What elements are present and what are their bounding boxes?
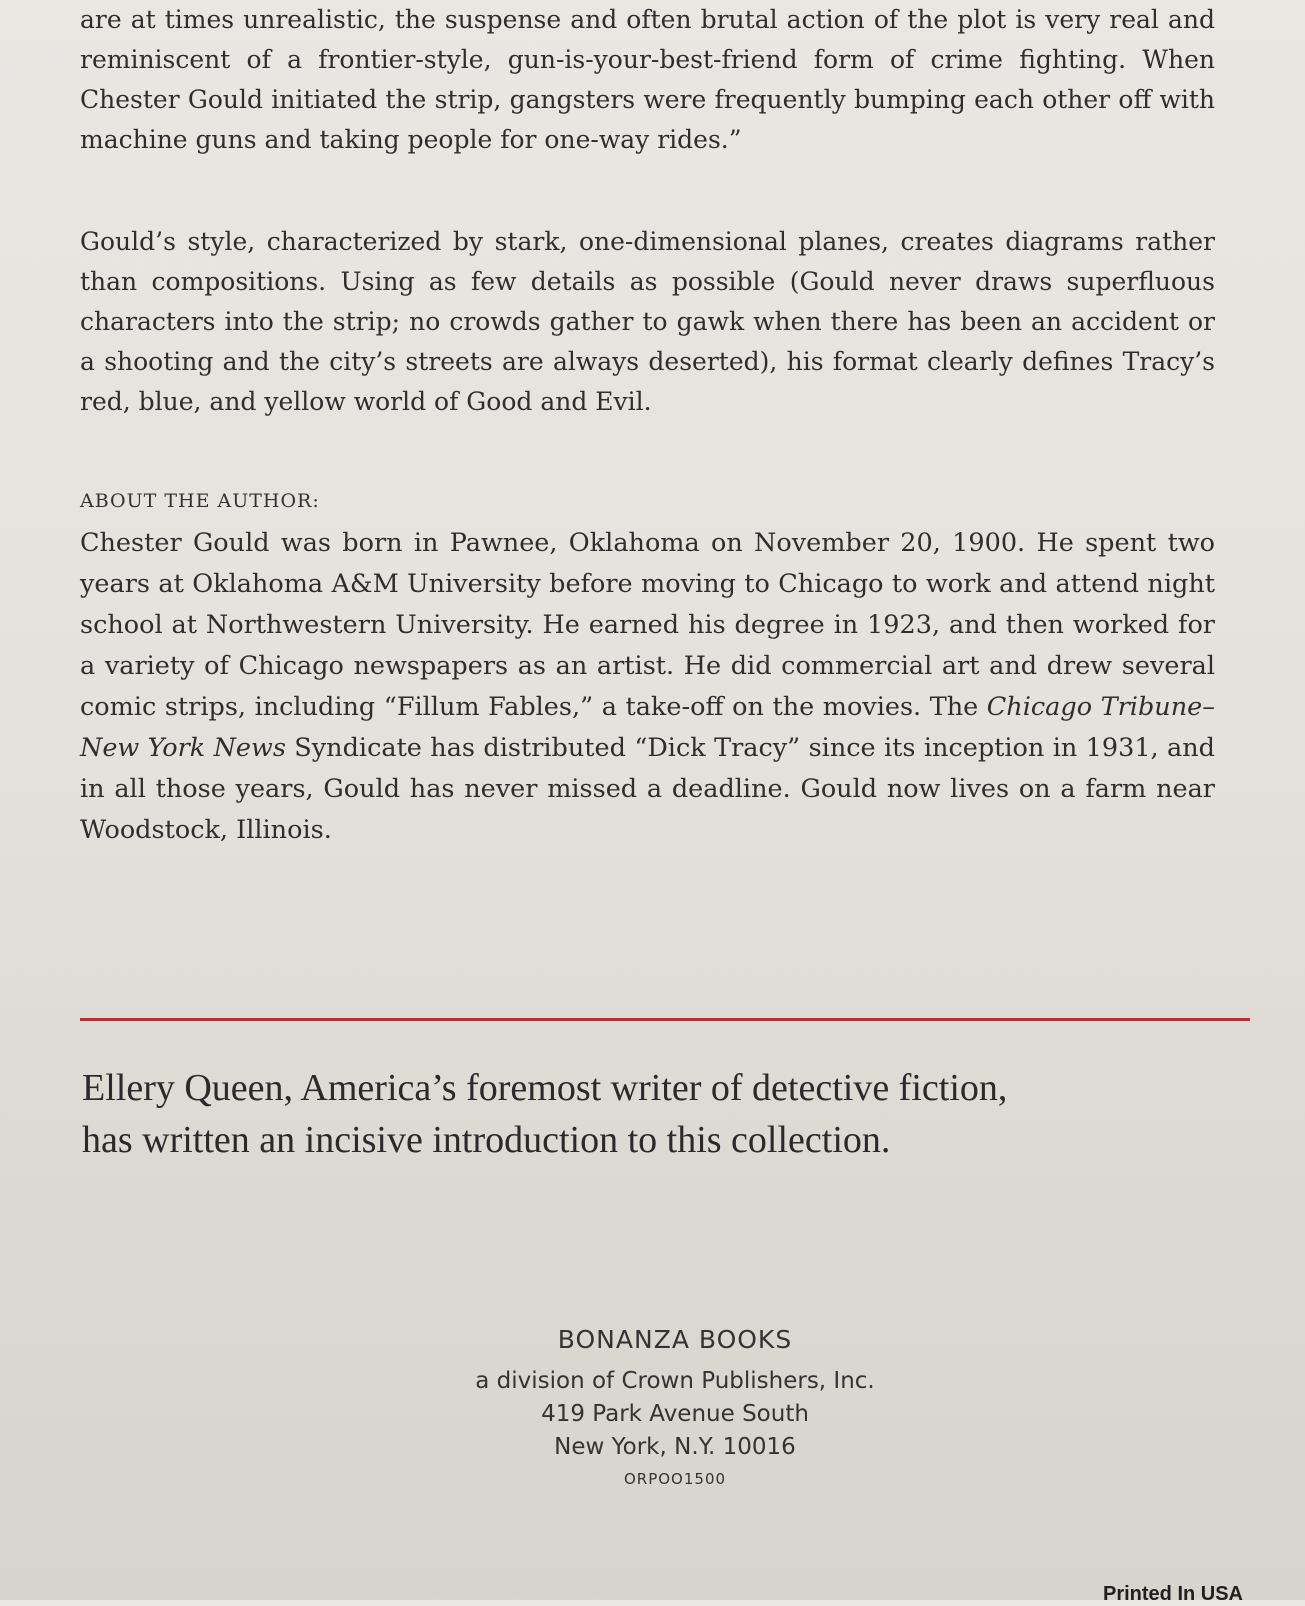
publisher-name: BONANZA BOOKS [557, 1325, 793, 1354]
printed-in-usa-label: Printed In USA [1102, 1583, 1243, 1605]
publisher-division: a division of Crown Publishers, Inc. [475, 1368, 875, 1394]
about-text-part-2: Syndicate has distributed “Dick Tracy” since its inception in 1931, and in all those years, Gould has never missed a deadline. Gould now lives on a farm near Woodstock, Illinois. [80, 733, 1215, 845]
about-text-part-1: Chester Gould was born in Pawnee, Oklahoma on November 20, 1900. He spent two years at Oklahoma A&M University before moving to Chicago to work and attend night school at Northwestern University. He earned his degree in 1923, and then worked for a variety of Chicago newspapers as an artist. He did commercial art and drew several comic strips, including “Fillum Fables,” a take-off on the movies. The [80, 528, 1215, 722]
about-author-heading: ABOUT THE AUTHOR: [80, 490, 320, 512]
paragraph-gould-style: Gould’s style, characterized by stark, one-dimensional planes, creates diagrams rather than compositions. Using as few details as possible (Gould never draws superfluous characters into the strip; no crowds gather to gawk when there has been an accident or a shooting and the city’s streets are always deserted), his format clearly defines Tracy’s red, blue, and yellow world of Good and Evil. [80, 227, 1215, 416]
intro-line-2: has written an incisive introduction to this collection. [82, 1119, 891, 1161]
introduction-note [82, 1062, 1232, 1166]
publisher-city: New York, N.Y. 10016 [554, 1434, 796, 1460]
paragraph-plot-description: are at times unrealistic, the suspense and often brutal action of the plot is very real and reminiscent of a frontier-style, gun-is-your-best-friend form of crime fighting. When Chester Gould initiated the strip, gangsters were frequently bumping each other off with machine guns and taking people for one-way rides.” [80, 5, 1215, 154]
about-author-text [80, 523, 1215, 851]
publisher-code: ORPOO1500 [623, 1470, 727, 1488]
intro-line-1: Ellery Queen, America’s foremost writer of detective fiction, [82, 1067, 1008, 1109]
red-divider-rule [80, 1018, 1250, 1021]
publisher-address: 419 Park Avenue South [541, 1401, 809, 1427]
about-text-newspaper-title: Chicago Tribune–New York News [80, 692, 1215, 763]
